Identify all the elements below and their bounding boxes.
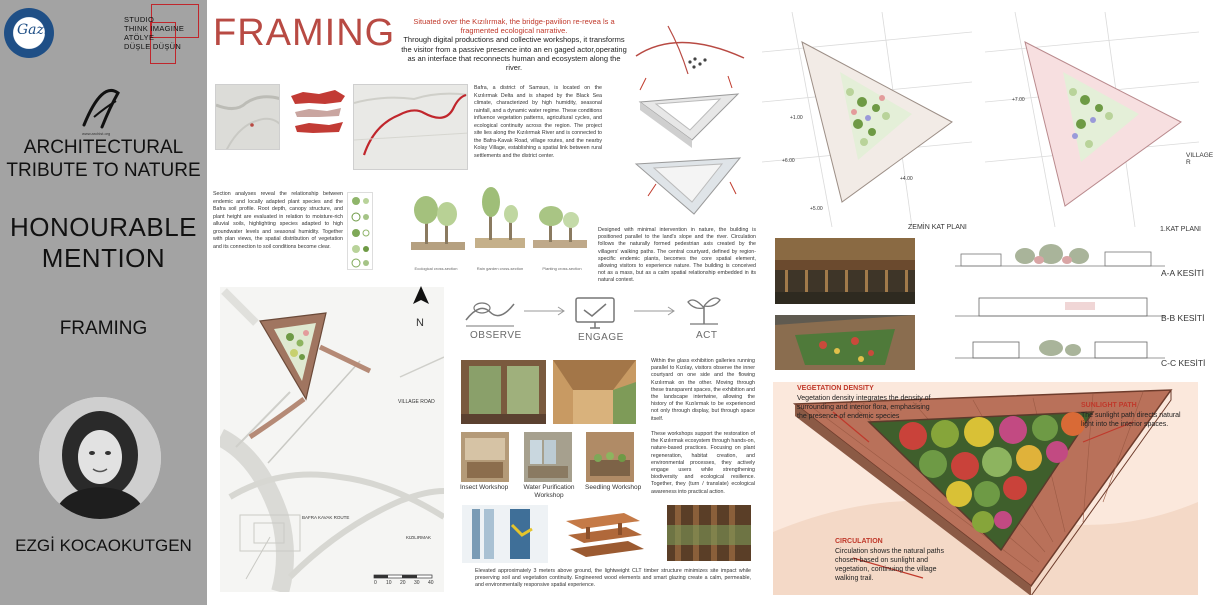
arrow-right-icon-2 (630, 306, 680, 316)
vegetation-density-title: VEGETATION DENSITY (797, 385, 874, 392)
gallery-photo-1 (461, 360, 546, 424)
elevation-3: +5.00 (810, 206, 823, 212)
scale-tick-40: 40 (428, 580, 434, 586)
axonometric-render (773, 382, 1198, 595)
scale-tick-10: 10 (386, 580, 392, 586)
design-concept-text: Designed with minimal intervention in nature, the building is positioned parallel to the land's slope and the river. Circulation follows the naturally formed pedestrian axis created by the villagers' walking paths. The central courtyard, defined by region-specific endemic plants, becomes the core spatial element, allowing visitors to experience nature. The building is conceived not as a mass, but as a calm spatial relationship embedded in its natural context. (598, 227, 756, 284)
studio-line-2: THINK IMAGINE (124, 24, 185, 33)
facade-detail-image (462, 505, 548, 563)
seedling-workshop-label: Seedling Workshop (585, 484, 642, 491)
section-c-c (955, 334, 1165, 364)
author-name: EZGİ KOCAOKUTGEN (15, 536, 192, 555)
section-b-label: B-B KESİTİ (1161, 313, 1205, 323)
scale-tick-20: 20 (400, 580, 406, 586)
intro-black-text: Through digital productions and collective workshops, it transforms the visitor from a passive presence into an en gaged actor,operating as an interface that reconnects human and ecosystem along the river. (401, 35, 627, 73)
context-text: Bafra, a district of Samsun, is located on the Kızılırmak Delta and is shaped by the Black Sea climate, characterized by high humidity, seasonal rainfall, and a dynamic water regime. These conditions influence vegetation patterns, agricultural cycles, and ecological continuity across the region. The project site lies along the Kızılırmak River and is connected to the Bafra-Kavak Road, village routes, and the nearby Kolay Village, establishing a spatial link between rural settlements and the district center. (474, 85, 602, 159)
section-caption-3: Planting cross-section (542, 266, 582, 271)
section-b-b (955, 292, 1165, 322)
award-line-1: HONOURABLE (9, 212, 198, 242)
scale-tick-30: 30 (414, 580, 420, 586)
bridge-render (775, 238, 915, 304)
engage-icon (570, 294, 620, 332)
section-c-label: C-C KESİTİ (1161, 358, 1206, 368)
elevation-5: +7.00 (1012, 97, 1025, 103)
step-observe: OBSERVE (470, 330, 522, 341)
archist-logo-icon (80, 87, 124, 132)
road-label-village: VILLAGE ROAD (398, 399, 435, 405)
elevation-4: +4.00 (900, 176, 913, 182)
scale-tick-0: 0 (374, 580, 377, 586)
ground-floor-label: ZEMİN KAT PLANI (908, 224, 967, 231)
courtyard-render (775, 315, 915, 370)
plant-plan-legend (347, 192, 373, 270)
archist-url: www.archist.org (82, 131, 111, 136)
competition-title-line-1: ARCHITECTURAL (23, 137, 184, 158)
section-analysis-text: Section analyses reveal the relationship between endemic and locally adapted plant species and the Bafra soil profile. Root depth, canopy structure, and plant height are evaluated in relation to moisture-rich alluvial soils, highlighting species adapted to high groundwater levels and seasonal humidity. Together with plan views, the spatial distribution of vegetation and its connection to soil conditions become clear. (213, 191, 343, 250)
north-arrow-icon (412, 286, 430, 320)
village-road-label: VILLAGE R (1186, 152, 1214, 166)
clt-structure-diagram (558, 505, 648, 557)
turkey-map (289, 86, 347, 136)
sidebar (0, 0, 207, 605)
circulation-title: CIRCULATION (835, 538, 883, 545)
university-seal-logo: Gazi (4, 8, 54, 58)
road-label-river: KIZILIRMAK (406, 535, 432, 540)
seedling-workshop-photo (586, 432, 634, 482)
studio-line-3: ATÖLYE (124, 33, 155, 42)
section-a-a (955, 238, 1165, 274)
step-act: ACT (696, 330, 718, 341)
water-workshop-photo (524, 432, 572, 482)
vegetation-density-text: Vegetation density integrates the density of surrounding and interior flora, emphasising the presence of endemic species (797, 395, 931, 420)
site-plan (220, 287, 444, 592)
north-label: N (416, 317, 424, 329)
competition-title-line-2: TRIBUTE TO NATURE (6, 160, 201, 181)
elevation-1: +1.00 (790, 115, 803, 121)
project-name: FRAMING (59, 318, 148, 339)
arrow-right-icon (520, 306, 570, 316)
first-floor-label: 1.KAT PLANI (1160, 226, 1201, 233)
road-label-bafra: BAFRA KAVAK ROUTE (302, 515, 350, 520)
elevation-2: +6.00 (782, 158, 795, 164)
location-map-satellite (215, 84, 280, 150)
board-title: FRAMING (213, 12, 396, 54)
water-workshop-label: Water Purification Workshop (523, 484, 575, 499)
regional-map (353, 84, 468, 170)
observe-icon (462, 292, 518, 332)
timber-interior-photo (667, 505, 751, 561)
intro-red-text: Situated over the Kızılırmak, the bridge-pavilion re-revea ls a fragmented ecological narrative. (413, 17, 615, 36)
section-caption-2: Rain garden cross-section (476, 266, 524, 271)
gallery-photo-2 (553, 360, 636, 424)
structure-text: Elevated approximately 3 meters above ground, the lightweight CLT timber structure minimizes site impact while preserving soil and vegetation continuity. Engineered wood elements and smart glazing create a calm, permeable, and environmentally responsive spatial experience. (475, 568, 751, 589)
studio-logo-text (124, 15, 184, 51)
sunlight-path-text: The sunlight path directs natural light into the interior spaces. (1081, 412, 1181, 428)
gallery-text: Within the glass exhibition galleries running parallel to Kızılay, visitors observe the inner courtyard on one side and the flowing Kızılırmak on the other. Moving through these transparent spaces, the exhibition and the landscape intertwine, allowing the history of the Kızılırmak to be experienced not only through display, but through space itself. (651, 358, 755, 422)
award-title (0, 212, 207, 274)
section-a-label: A-A KESİTİ (1161, 268, 1204, 278)
studio-line-4: DÜŞLE DÜŞÜN (124, 42, 182, 51)
author-portrait (39, 397, 161, 519)
concept-form-diagrams (628, 18, 756, 226)
intro-text (401, 17, 627, 72)
section-caption-1: Ecological cross-section (414, 266, 458, 271)
act-icon (682, 290, 726, 330)
plant-section-illustrations (403, 186, 599, 270)
sunlight-path-title: SUNLIGHT PATH (1081, 402, 1137, 409)
competition-title (0, 136, 207, 182)
circulation-text: Circulation shows the natural paths chosen based on sunlight and vegetation, continuing the village walking trail. (835, 548, 944, 582)
step-engage: ENGAGE (578, 332, 624, 343)
insect-workshop-label: Insect Workshop (460, 484, 509, 491)
studio-line-1: STUDIO (124, 15, 155, 24)
first-floor-plan (985, 12, 1199, 227)
workshop-text: These workshops support the restoration of the Kızılırmak ecosystem through hands-on, nature-based practices. Focusing on plant regeneration, habitat creation, and environmental processes, they actively engage users while strengthening biodiversity and ecological resilience. Together, they (turn / translate) ecological awareness into practical action. (651, 431, 755, 495)
award-line-2: MENTION (41, 243, 166, 273)
insect-workshop-photo (461, 432, 509, 482)
